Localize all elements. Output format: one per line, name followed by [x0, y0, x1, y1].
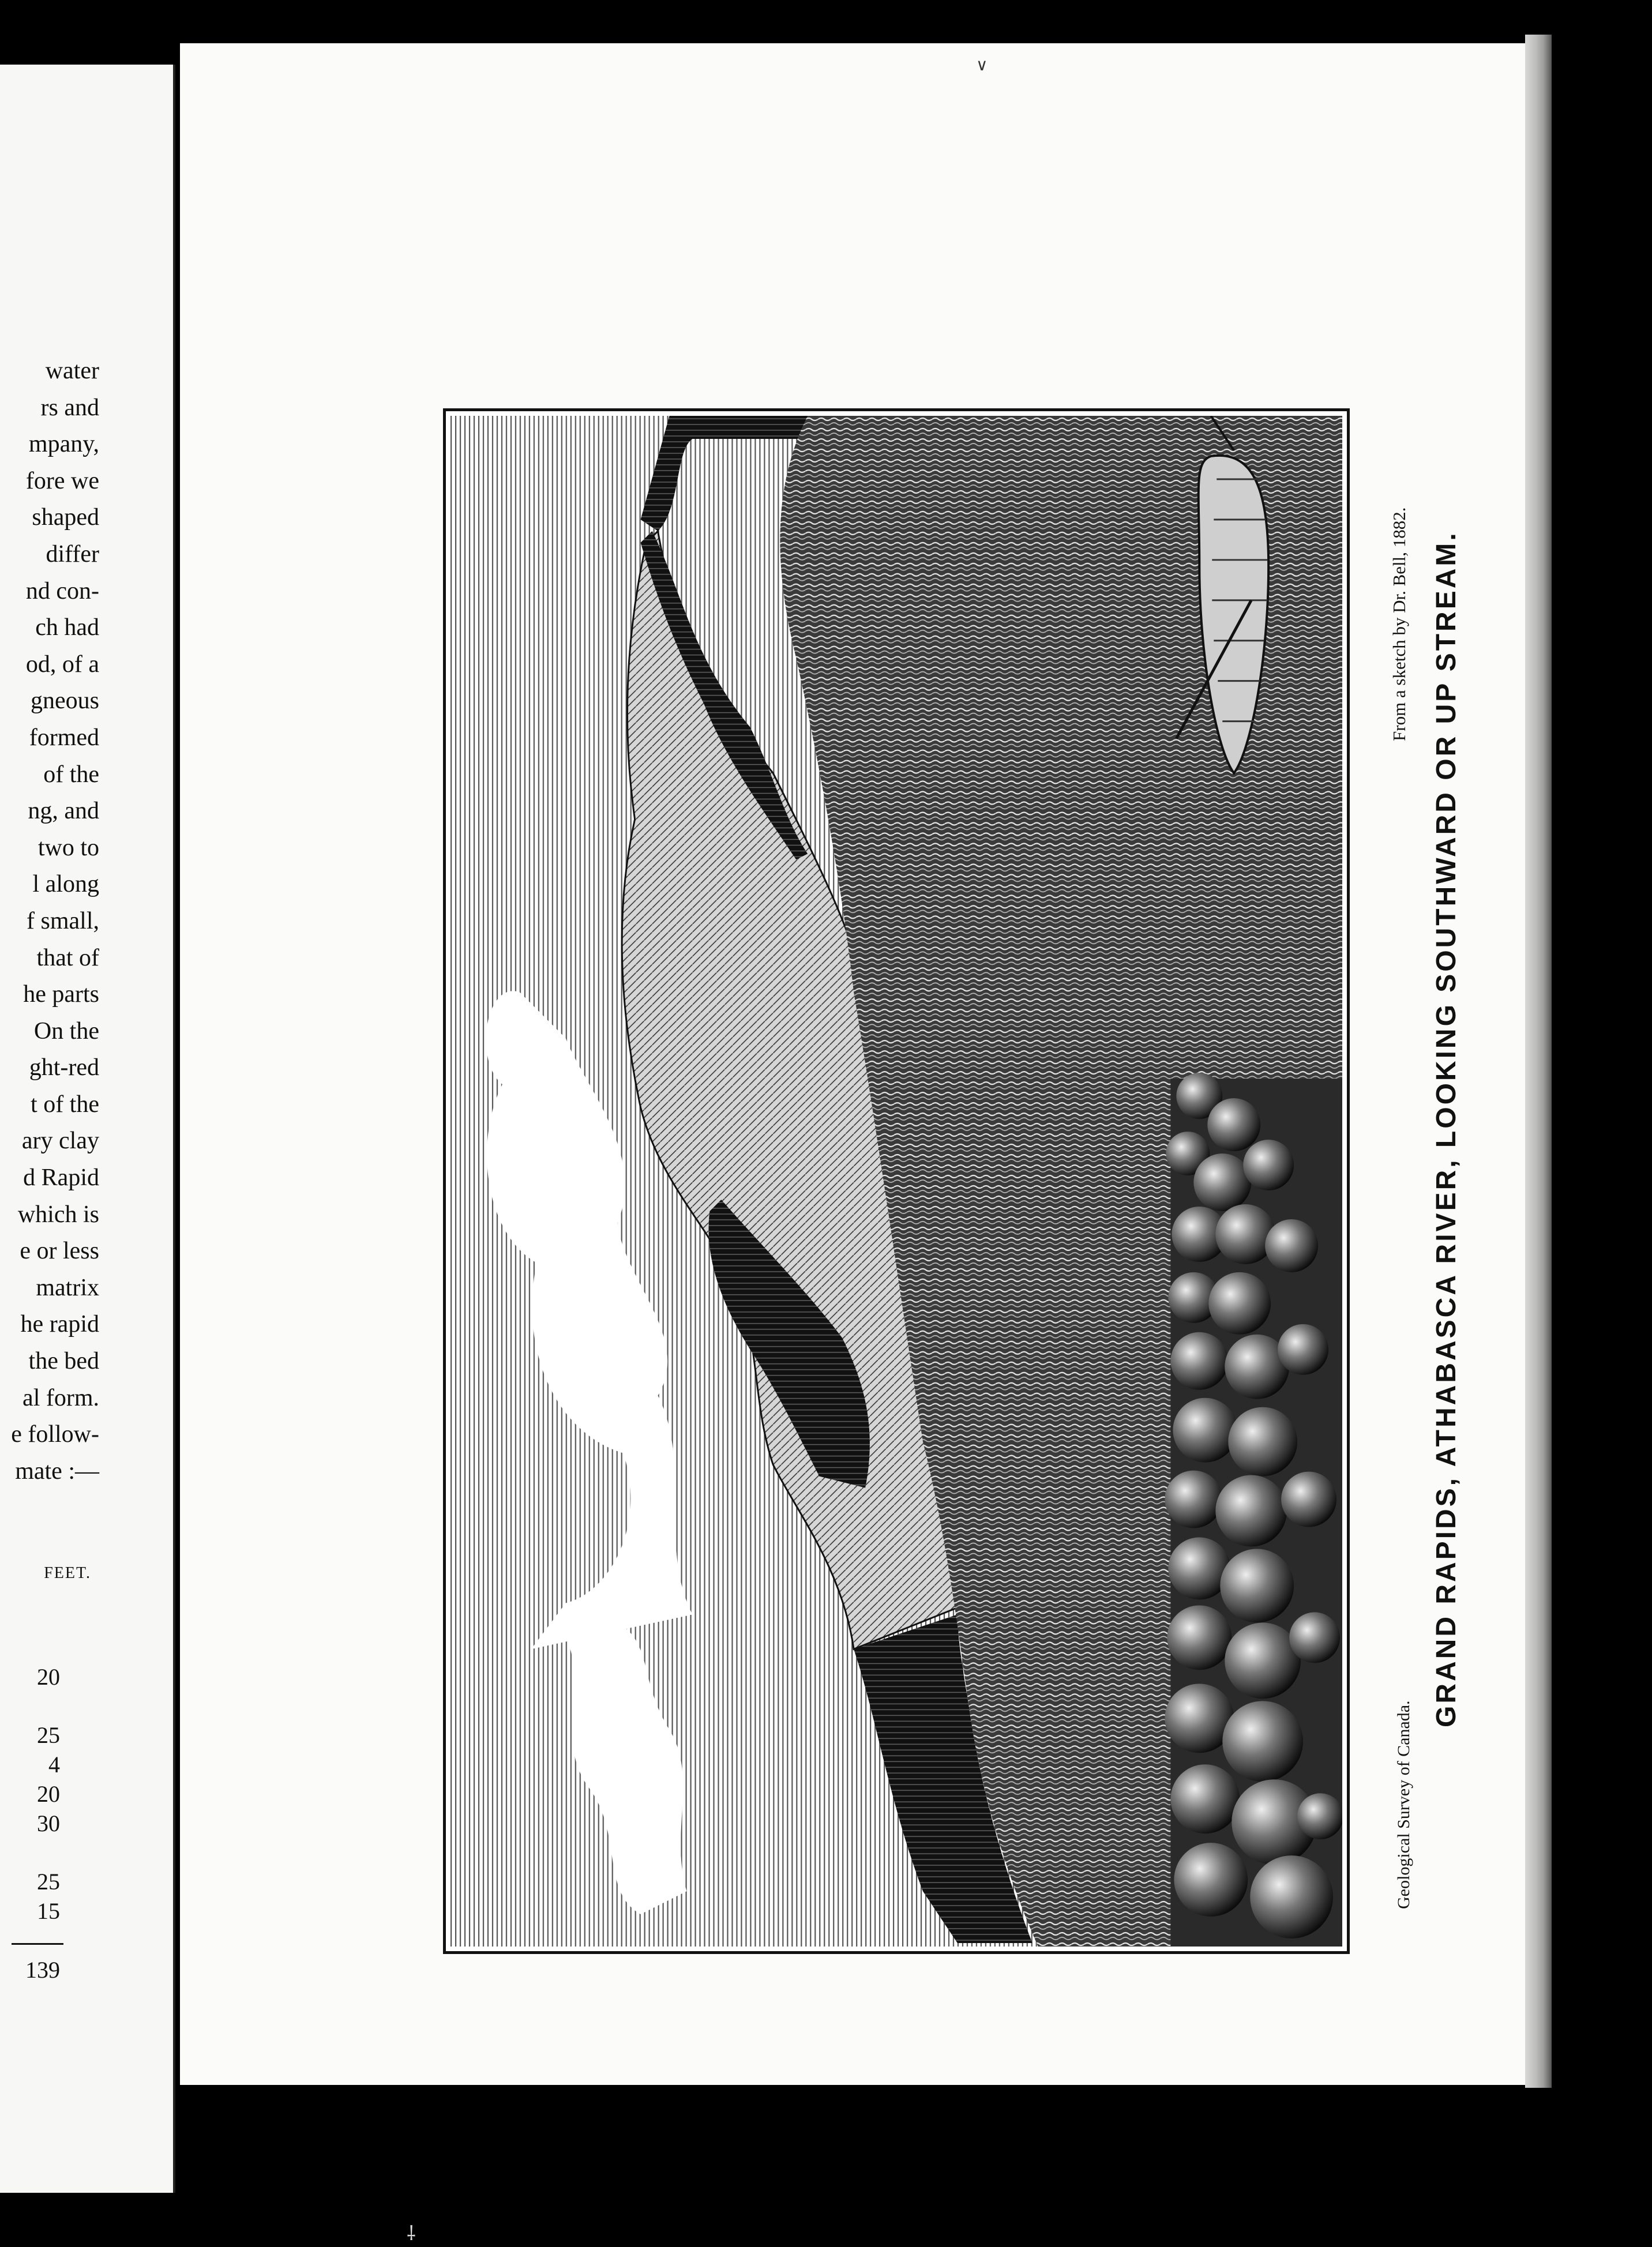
- feet-value: 20: [37, 1781, 60, 1807]
- text-line: e follow-: [11, 1421, 99, 1448]
- text-line: that of: [36, 944, 99, 971]
- feet-total: 139: [25, 1957, 60, 1983]
- feet-value: 4: [48, 1752, 60, 1778]
- sum-rule: [12, 1943, 63, 1945]
- engraving-illustration: [450, 416, 1342, 1947]
- spacer: [0, 1692, 60, 1720]
- engraving-plate: [443, 408, 1350, 1954]
- boulder-shore: [1165, 1073, 1342, 1947]
- text-line: od, of a: [25, 651, 99, 678]
- feet-value: 30: [37, 1810, 60, 1836]
- text-line: ary clay: [21, 1128, 99, 1155]
- left-page-text-column: [0, 353, 99, 1490]
- left-facing-page: [0, 65, 175, 2193]
- text-line: which is: [17, 1201, 99, 1228]
- text-line: two to: [37, 834, 99, 861]
- text-line: l along: [32, 871, 99, 898]
- text-line: f small,: [27, 907, 99, 934]
- text-line: formed: [29, 724, 99, 751]
- text-line: d Rapid: [23, 1164, 99, 1192]
- text-line: ght-red: [29, 1054, 99, 1081]
- feet-value: 20: [37, 1664, 60, 1690]
- text-line: matrix: [36, 1274, 99, 1301]
- page-mark: ∨: [976, 57, 988, 74]
- text-line: shaped: [32, 504, 99, 531]
- page-edge-shadow: [1525, 35, 1552, 2088]
- feet-values: [0, 1662, 60, 1926]
- text-line: t of the: [31, 1091, 99, 1118]
- feet-column-header: FEET.: [44, 1564, 91, 1582]
- text-line: mate :—: [15, 1457, 99, 1485]
- text-line: On the: [33, 1017, 99, 1044]
- text-line: rs and: [40, 394, 99, 421]
- plate-title: GRAND RAPIDS, ATHABASCA RIVER, LOOKING SOUTHWARD OR UP STREAM.: [1431, 531, 1462, 1727]
- text-line: differ: [46, 540, 99, 568]
- text-line: gneous: [31, 687, 99, 715]
- sketch-credit: From a sketch by Dr. Bell, 1882.: [1389, 507, 1409, 741]
- feet-value: 25: [37, 1869, 60, 1895]
- text-line: nd con-: [25, 577, 99, 604]
- text-line: fore we: [25, 467, 99, 494]
- text-line: mpany,: [28, 431, 99, 458]
- text-line: of the: [43, 761, 99, 788]
- bottom-mark: ⸸: [407, 2223, 416, 2245]
- spacer: [0, 1838, 60, 1867]
- text-line: ng, and: [28, 798, 99, 825]
- text-line: al form.: [22, 1384, 99, 1411]
- text-line: the bed: [28, 1348, 99, 1375]
- feet-value: 25: [37, 1722, 60, 1748]
- text-line: e or less: [20, 1238, 99, 1265]
- text-line: he parts: [23, 981, 99, 1008]
- text-line: ch had: [35, 614, 99, 641]
- feet-value: 15: [37, 1898, 60, 1924]
- text-line: water: [45, 358, 99, 384]
- publisher-credit: Geological Survey of Canada.: [1394, 1700, 1413, 1909]
- text-line: he rapid: [20, 1311, 99, 1338]
